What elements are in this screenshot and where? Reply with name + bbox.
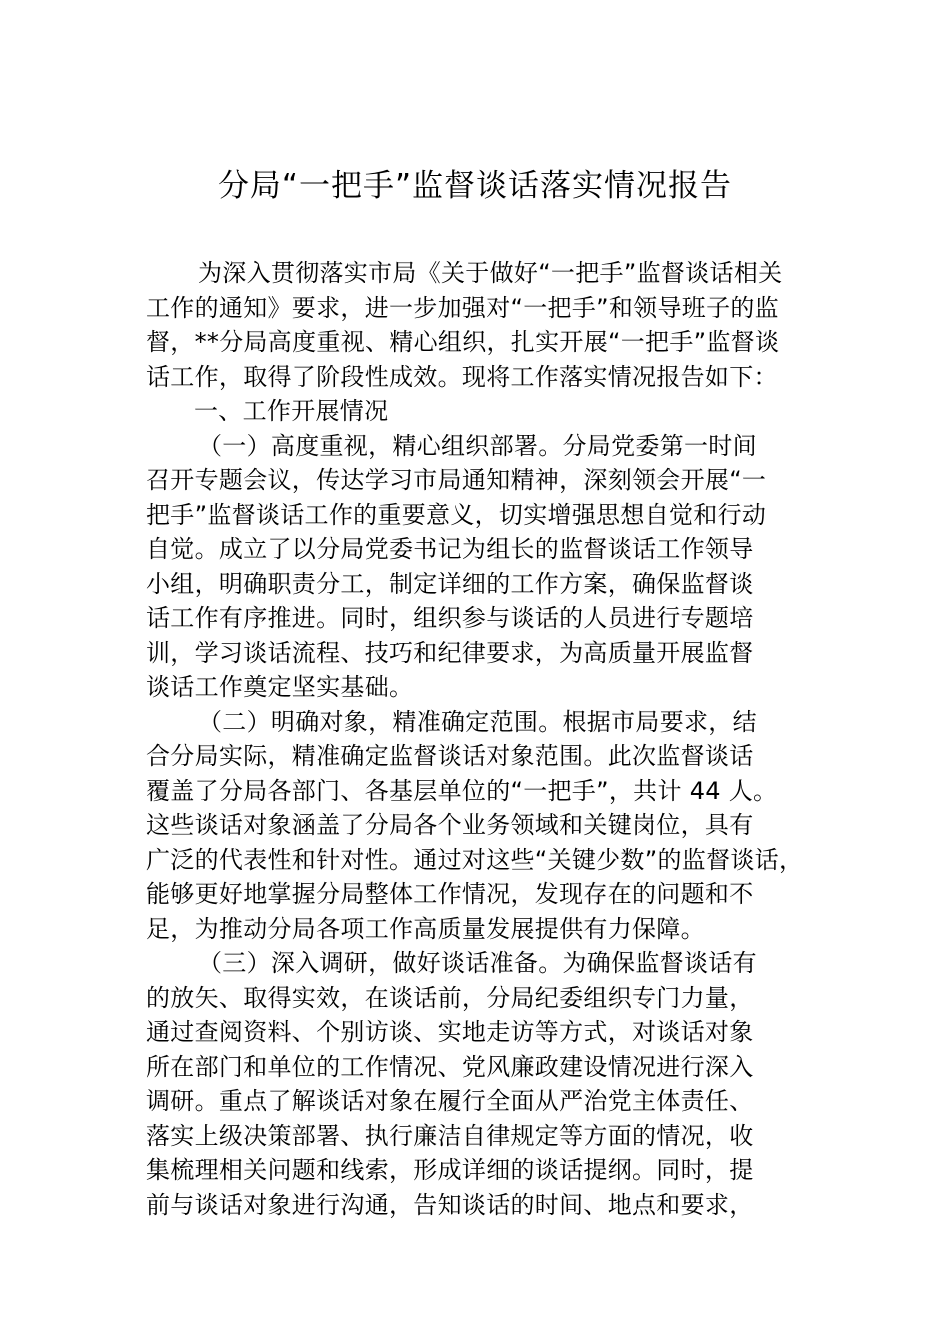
paragraph-line: 覆盖了分局各部门、各基层单位的“一把手”，共计 44 人。 bbox=[146, 776, 778, 805]
paragraph-line: 谈话工作奠定坚实基础。 bbox=[146, 673, 414, 701]
paragraph-line: 能够更好地掌握分局整体工作情况，发现存在的问题和不 bbox=[146, 880, 754, 908]
section-heading: 一、工作开展情况 bbox=[194, 397, 389, 425]
paragraph-line: 把手”监督谈话工作的重要意义，切实增强思想自觉和行动 bbox=[146, 500, 767, 529]
paragraph-line: 的放矢、取得实效，在谈话前，分局纪委组织专门力量， bbox=[146, 983, 754, 1012]
paragraph-line: 合分局实际，精准确定监督谈话对象范围。此次监督谈话 bbox=[146, 742, 754, 770]
paragraph-line: 这些谈话对象涵盖了分局各个业务领域和关键岗位，具有 bbox=[146, 811, 754, 839]
paragraph-line: 通过查阅资料、个别访谈、实地走访等方式，对谈话对象 bbox=[146, 1018, 754, 1046]
document-title: 分局“一把手”监督谈话落实情况报告 bbox=[217, 168, 733, 204]
paragraph-line: 召开专题会议，传达学习市局通知精神，深刻领会开展“一 bbox=[146, 466, 767, 494]
subsection-heading-line: （一）高度重视，精心组织部署。分局党委第一时间 bbox=[198, 431, 757, 460]
paragraph-line: 调研。重点了解谈话对象在履行全面从严治党主体责任、 bbox=[146, 1087, 754, 1115]
paragraph-line: 自觉。成立了以分局党委书记为组长的监督谈话工作领导 bbox=[146, 535, 754, 563]
paragraph-line: 所在部门和单位的工作情况、党风廉政建设情况进行深入 bbox=[146, 1052, 754, 1081]
paragraph-line: 足，为推动分局各项工作高质量发展提供有力保障。 bbox=[146, 914, 705, 943]
subsection-heading-line: （二）明确对象，精准确定范围。根据市局要求，结 bbox=[198, 707, 757, 736]
paragraph-line: 训，学习谈话流程、技巧和纪律要求，为高质量开展监督 bbox=[146, 638, 754, 667]
paragraph-line: 话工作，取得了阶段性成效。现将工作落实情况报告如下： bbox=[146, 362, 778, 391]
paragraph-line: 集梳理相关问题和线索，形成详细的谈话提纲。同时，提 bbox=[146, 1156, 754, 1184]
paragraph-line: 落实上级决策部署、执行廉洁自律规定等方面的情况，收 bbox=[146, 1121, 754, 1150]
document-body bbox=[146, 256, 810, 1222]
paragraph-line: 小组，明确职责分工，制定详细的工作方案，确保监督谈 bbox=[146, 569, 754, 598]
paragraph-line: 为深入贯彻落实市局《关于做好“一把手”监督谈话相关 bbox=[198, 259, 783, 287]
paragraph-line: 工作的通知》要求，进一步加强对“一把手”和领导班子的监 bbox=[146, 293, 779, 322]
paragraph-line: 广泛的代表性和针对性。通过对这些“关键少数”的监督谈话， bbox=[146, 845, 804, 874]
paragraph-line: 话工作有序推进。同时，组织参与谈话的人员进行专题培 bbox=[146, 604, 754, 632]
subsection-heading-line: （三）深入调研，做好谈话准备。为确保监督谈话有 bbox=[198, 949, 757, 977]
paragraph-line: 督，**分局高度重视、精心组织，扎实开展“一把手”监督谈 bbox=[146, 328, 780, 356]
paragraph-line: 前与谈话对象进行沟通，告知谈话的时间、地点和要求， bbox=[146, 1190, 754, 1219]
